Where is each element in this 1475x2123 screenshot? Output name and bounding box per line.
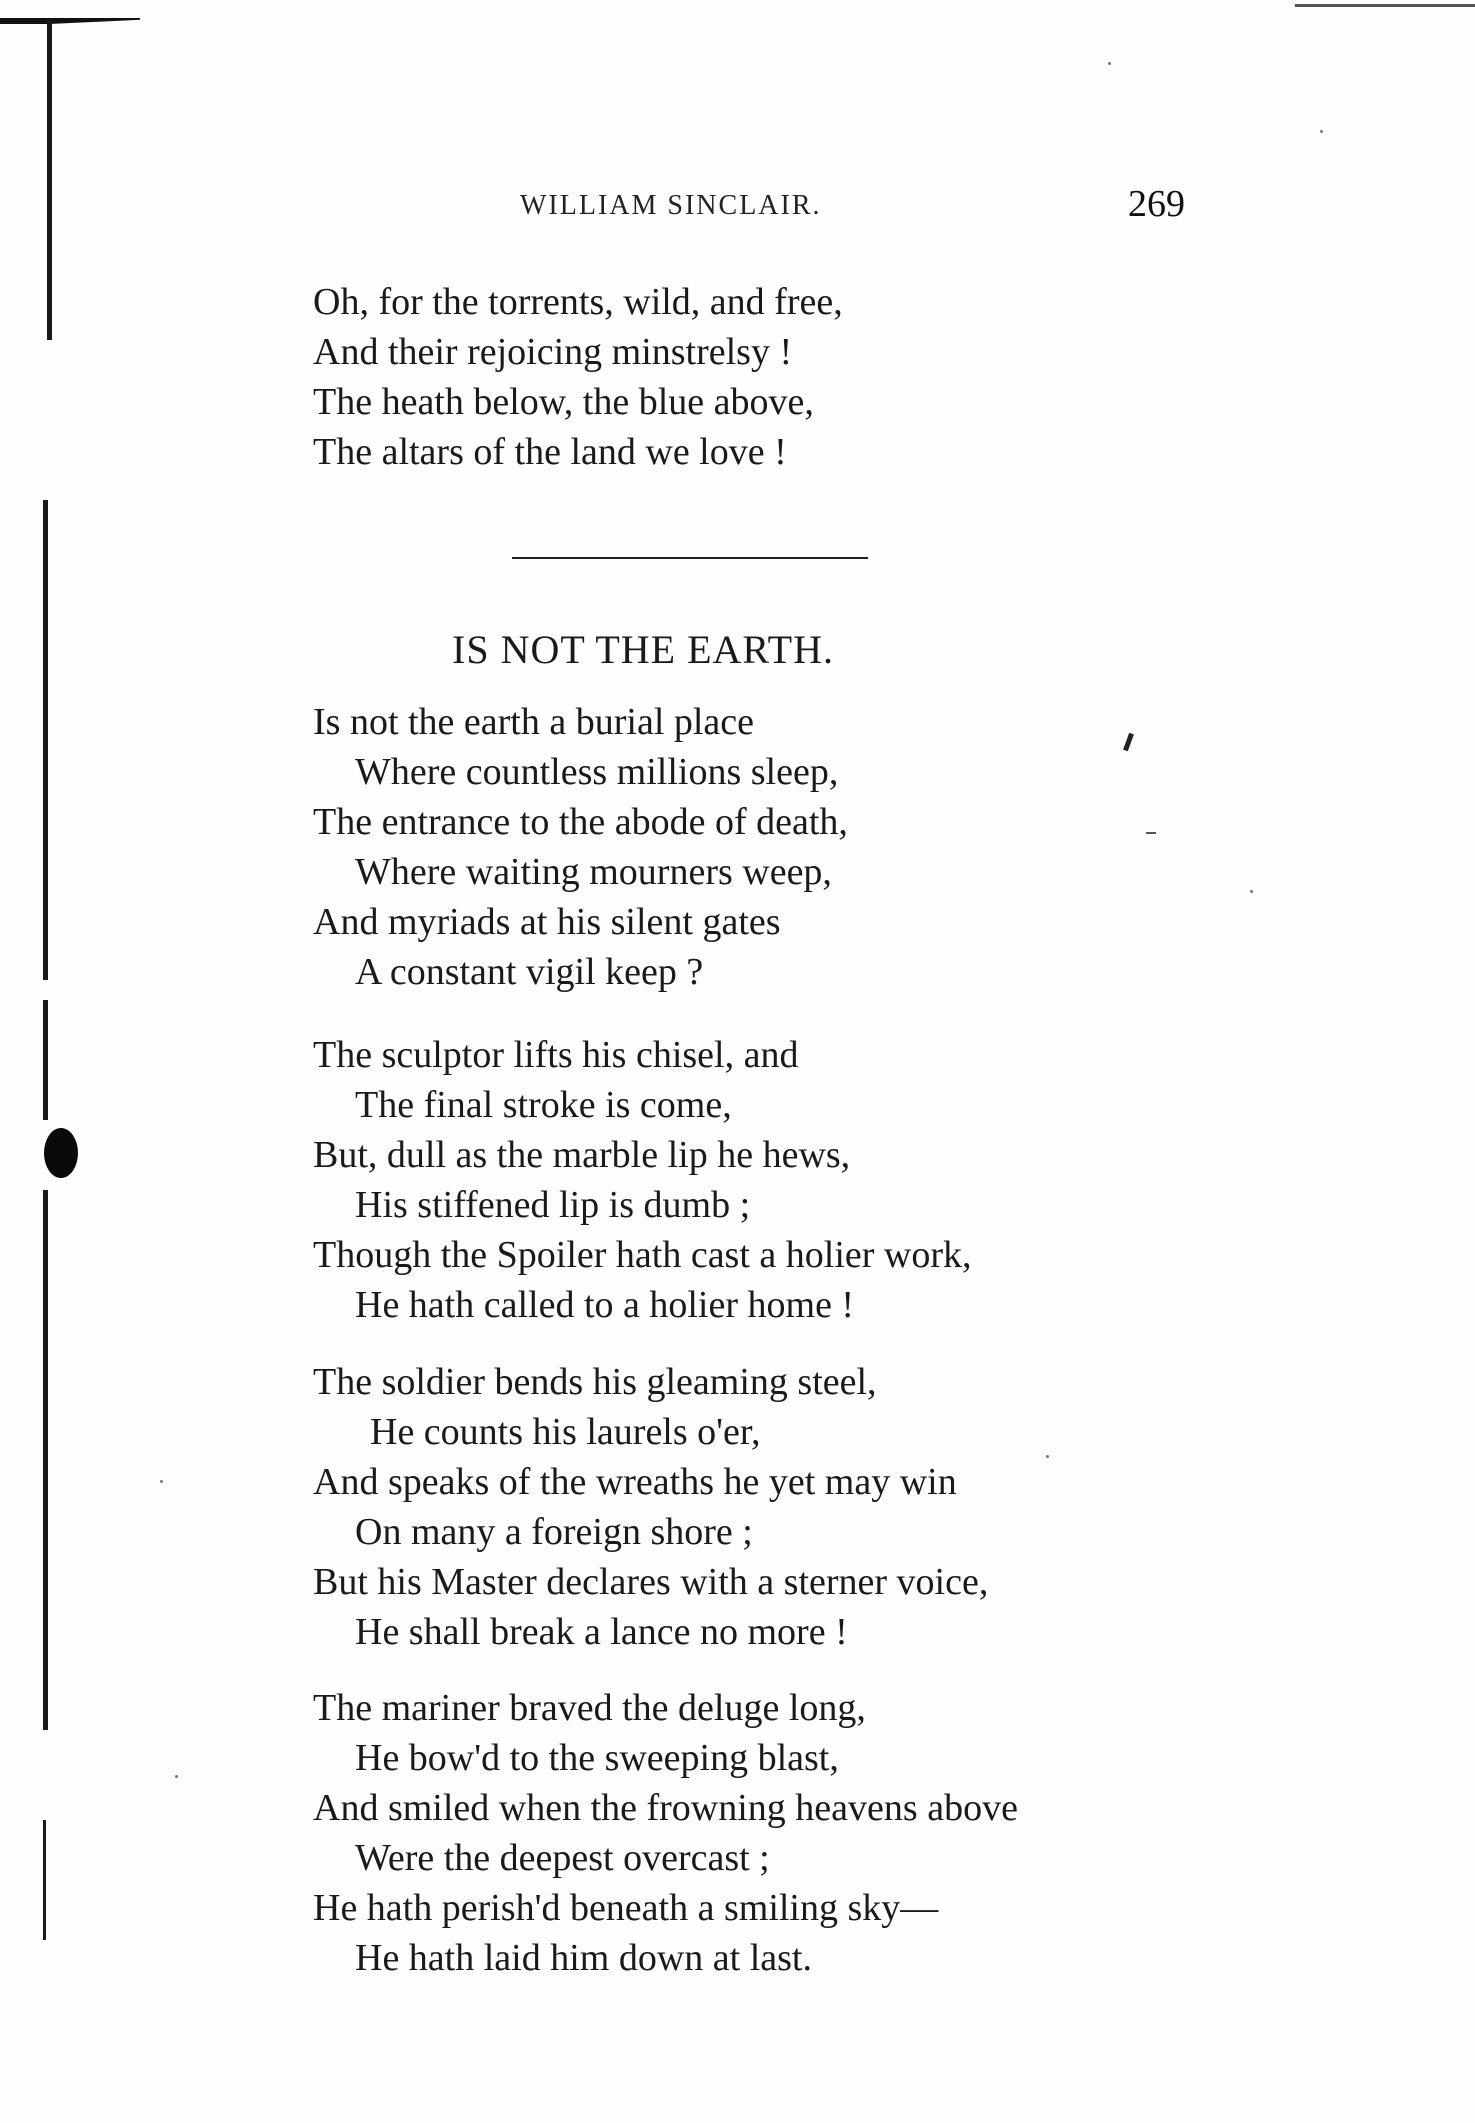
poem-line: The sculptor lifts his chisel, and [313,1034,799,1076]
corner-scan-mark [0,18,140,24]
poem-line: And speaks of the wreaths he yet may win [313,1461,957,1503]
poem-line: He hath laid him down at last. [355,1937,812,1979]
paper-speck [1250,890,1253,893]
poem-line: Where waiting mourners weep, [355,851,832,893]
margin-scan-line [47,20,52,340]
poem-line: He counts his laurels o'er, [370,1411,761,1453]
poem-title: IS NOT THE EARTH. [452,627,834,672]
poem-line: Were the deepest overcast ; [355,1837,770,1879]
poem-line: And smiled when the frowning heavens above [313,1787,1018,1829]
poem-line: The altars of the land we love ! [313,431,787,473]
ink-blot [44,1128,78,1178]
poem-line: The heath below, the blue above, [313,381,814,423]
poem-line: On many a foreign shore ; [355,1511,753,1553]
poem-line: His stiffened lip is dumb ; [355,1184,751,1226]
ink-dash-mark [1146,832,1156,834]
poem-line: But his Master declares with a sterner voice, [313,1561,989,1603]
margin-scan-line [43,1190,48,1730]
poem-line: The entrance to the abode of death, [313,801,848,843]
poem-line: The mariner braved the deluge long, [313,1687,866,1729]
paper-speck [1046,1455,1049,1458]
page-number: 269 [1128,183,1185,225]
section-divider [512,557,868,559]
poem-line: Is not the earth a burial place [313,701,755,743]
poem-line: The soldier bends his gleaming steel, [313,1361,877,1403]
poem-line: Oh, for the torrents, wild, and free, [313,281,843,323]
poem-line: He hath perish'd beneath a smiling sky— [313,1887,939,1929]
paper-speck [175,1775,178,1778]
edge-scan-line [1295,4,1475,7]
poem-line: And their rejoicing minstrelsy ! [313,331,793,373]
poem-line: A constant vigil keep ? [355,951,704,993]
poem-line: Though the Spoiler hath cast a holier work, [313,1234,972,1276]
margin-scan-line [43,1820,46,1940]
running-title: WILLIAM SINCLAIR. [520,190,822,221]
margin-scan-line [43,500,48,980]
poem-line: Where countless millions sleep, [355,751,839,793]
poem-line: And myriads at his silent gates [313,901,781,943]
paper-speck [1108,62,1111,65]
poem-line: He shall break a lance no more ! [355,1611,848,1653]
paper-speck [1320,130,1323,133]
poem-line: But, dull as the marble lip he hews, [313,1134,851,1176]
poem-line: He hath called to a holier home ! [355,1284,855,1326]
ink-tick-mark [1123,733,1134,752]
paper-speck [160,1480,163,1483]
poem-line: He bow'd to the sweeping blast, [355,1737,839,1779]
margin-scan-line [43,1000,48,1120]
poem-line: The final stroke is come, [355,1084,732,1126]
